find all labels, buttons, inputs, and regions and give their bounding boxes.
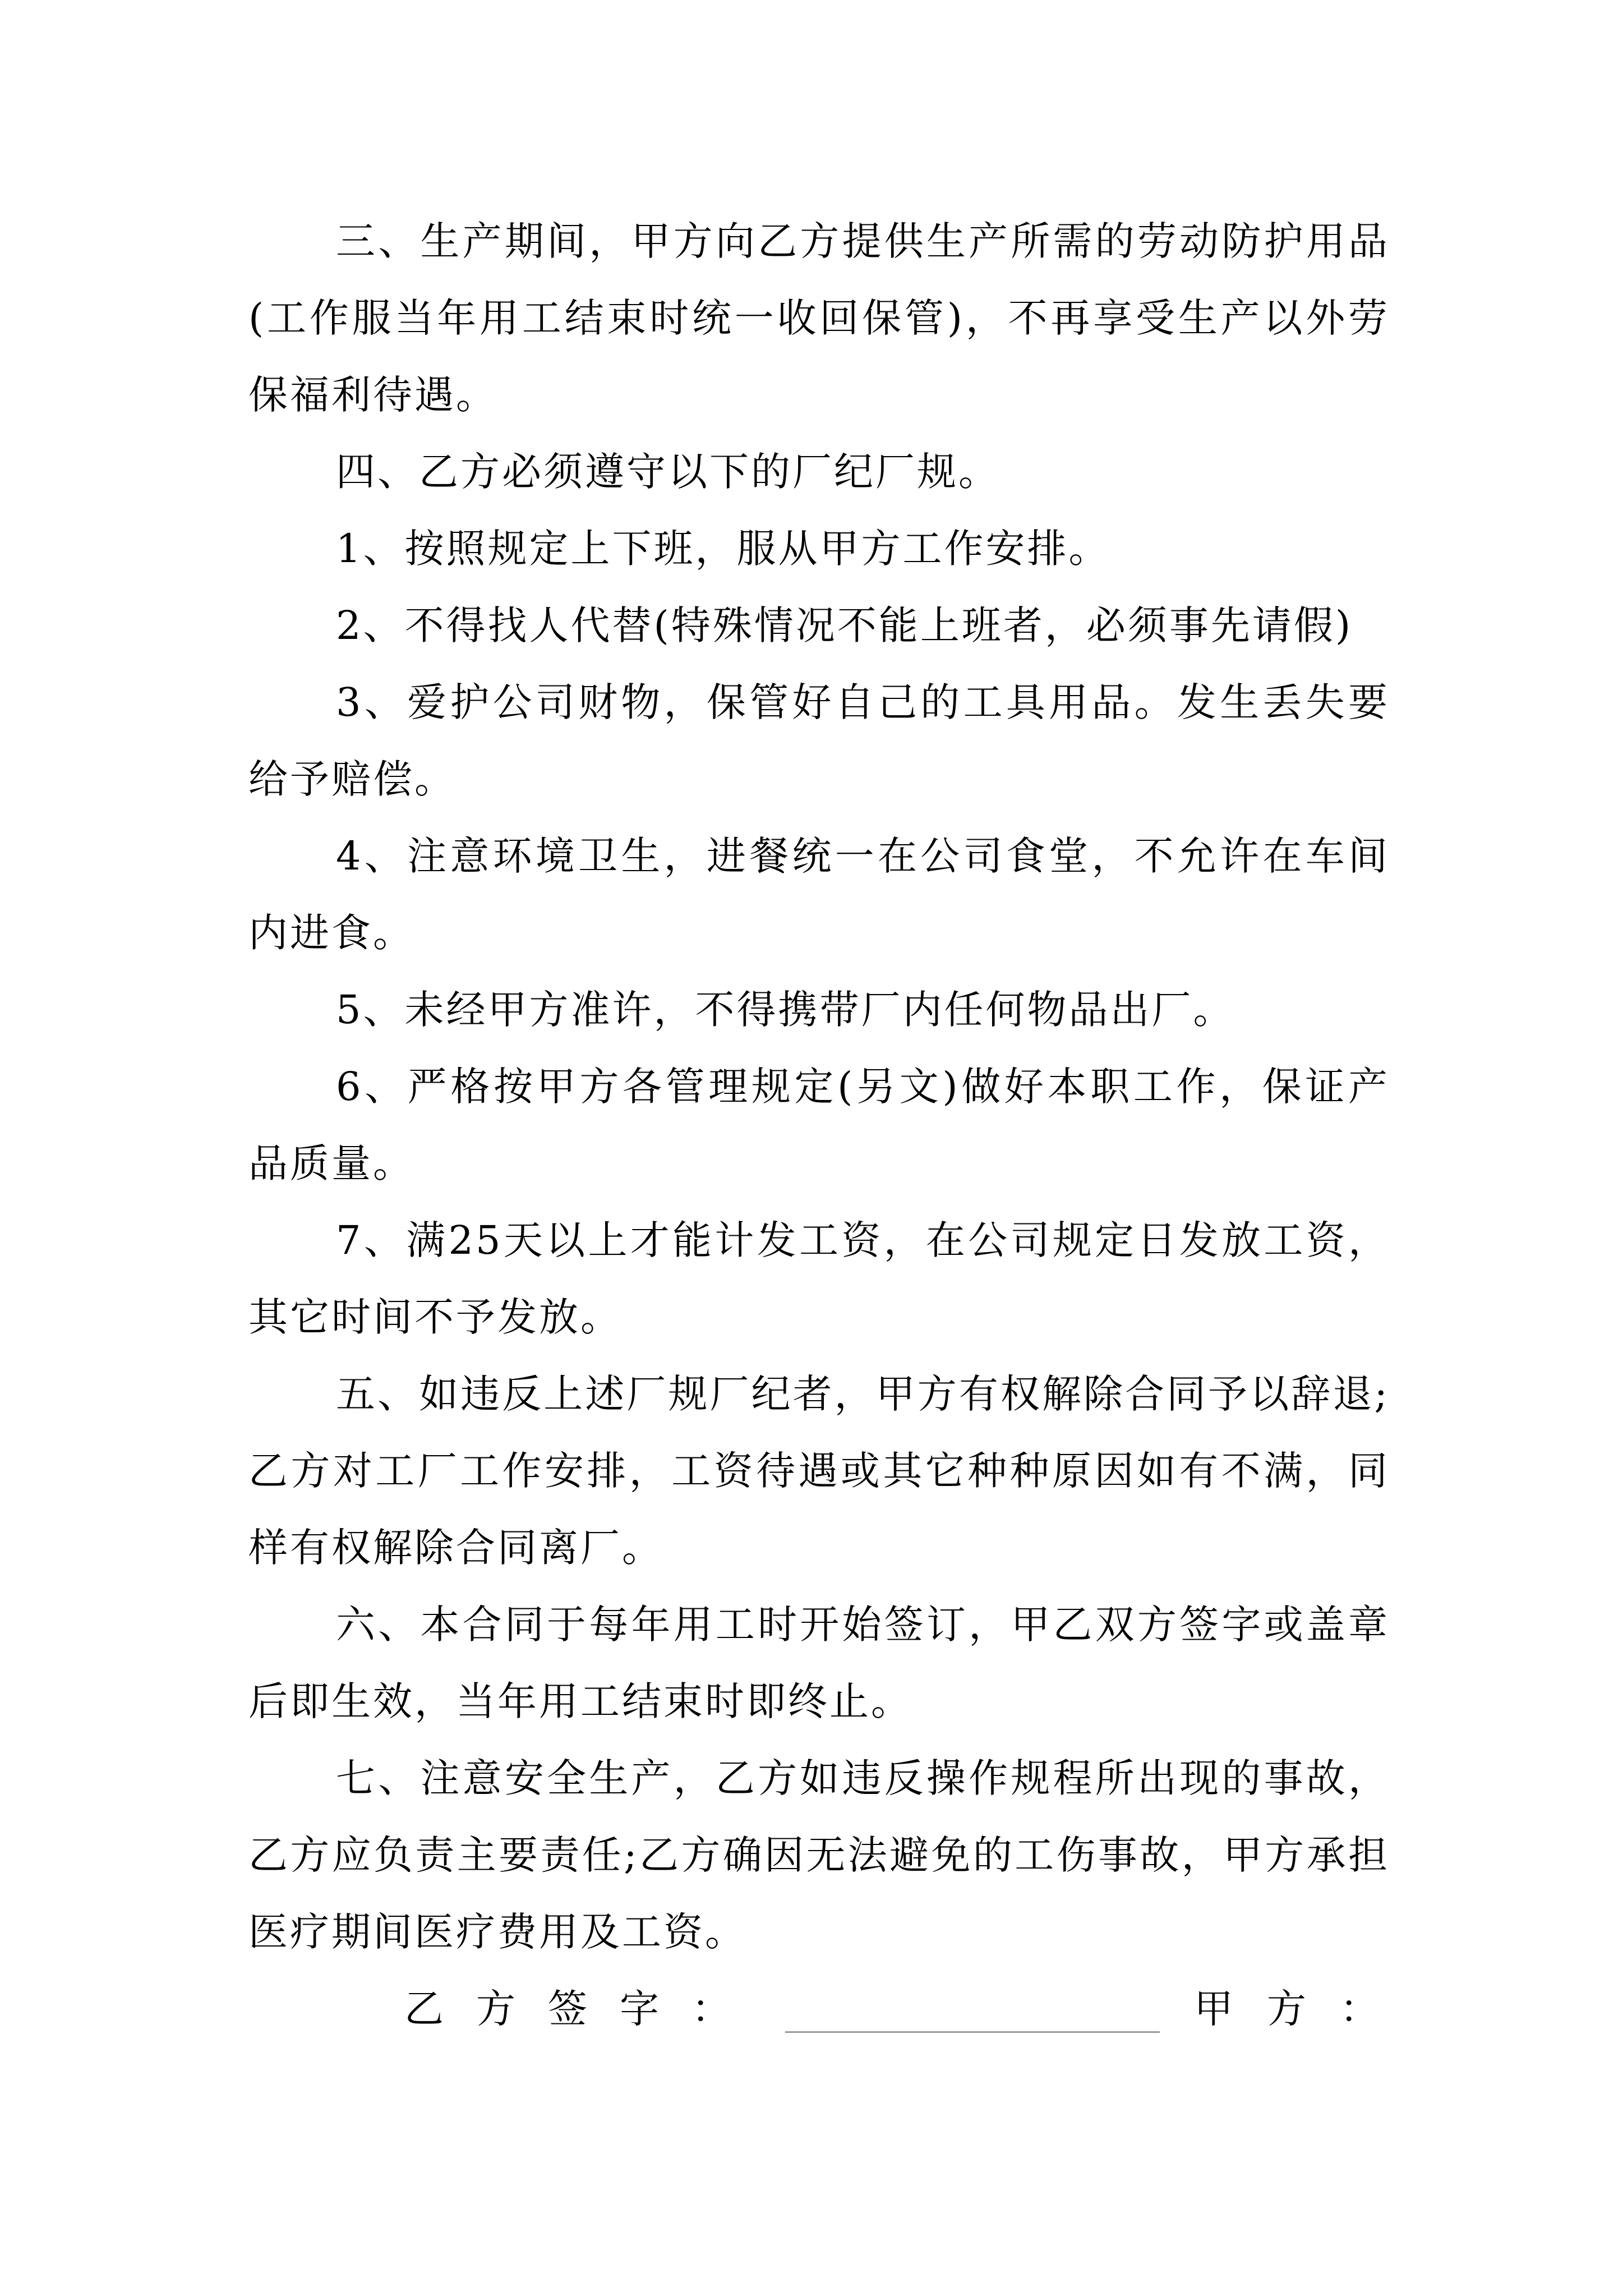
rule-2-no-substitutes: 2、不得找人代替(特殊情况不能上班者，必须事先请假) <box>336 602 1353 648</box>
clause-3-protective-equipment: 三、生产期间，甲方向乙方提供生产所需的劳动防护用品(工作服当年用工结束时统一收回保管)，不再享受生产以外劳保福利待遇。 <box>248 218 1390 418</box>
clause-5-termination: 五、如违反上述厂规厂纪者，甲方有权解除合同予以辞退;乙方对工厂工作安排，工资待遇或其它种种原因如有不满，同样有权解除合同离厂。 <box>248 1371 1390 1571</box>
rule-7-wages: 7、满25天以上才能计发工资，在公司规定日发放工资，其它时间不予发放。 <box>248 1217 1390 1340</box>
rule-4-hygiene: 4、注意环境卫生，进餐统一在公司食堂，不允许在车间内进食。 <box>248 833 1390 956</box>
signature-line <box>248 1971 1413 2047</box>
party-b-signature-blank <box>785 2031 1160 2033</box>
party-b-signature-label: 乙方签字： <box>404 1986 763 2032</box>
clause-6-validity: 六、本合同于每年用工时开始签订，甲乙双方签字或盖章后即生效，当年用工结束时即终止。 <box>248 1602 1390 1724</box>
document-page <box>248 203 1413 2047</box>
rule-3-company-property: 3、爱护公司财物，保管好自己的工具用品。发生丢失要给予赔偿。 <box>248 679 1390 802</box>
clause-7-safety: 七、注意安全生产，乙方如违反操作规程所出现的事故，乙方应负责主要责任;乙方确因无法避免的工伤事故，甲方承担医疗期间医疗费用及工资。 <box>248 1755 1390 1955</box>
party-a-label: 甲方： <box>1194 1986 1413 2032</box>
rule-1-working-hours: 1、按照规定上下班，服从甲方工作安排。 <box>336 526 1110 572</box>
clause-4-factory-rules: 四、乙方必须遵守以下的厂纪厂规。 <box>336 449 1000 495</box>
rule-6-job-duties: 6、严格按甲方各管理规定(另文)做好本职工作，保证产品质量。 <box>248 1064 1390 1186</box>
rule-5-no-removal: 5、未经甲方准许，不得携带厂内任何物品出厂。 <box>336 987 1235 1033</box>
